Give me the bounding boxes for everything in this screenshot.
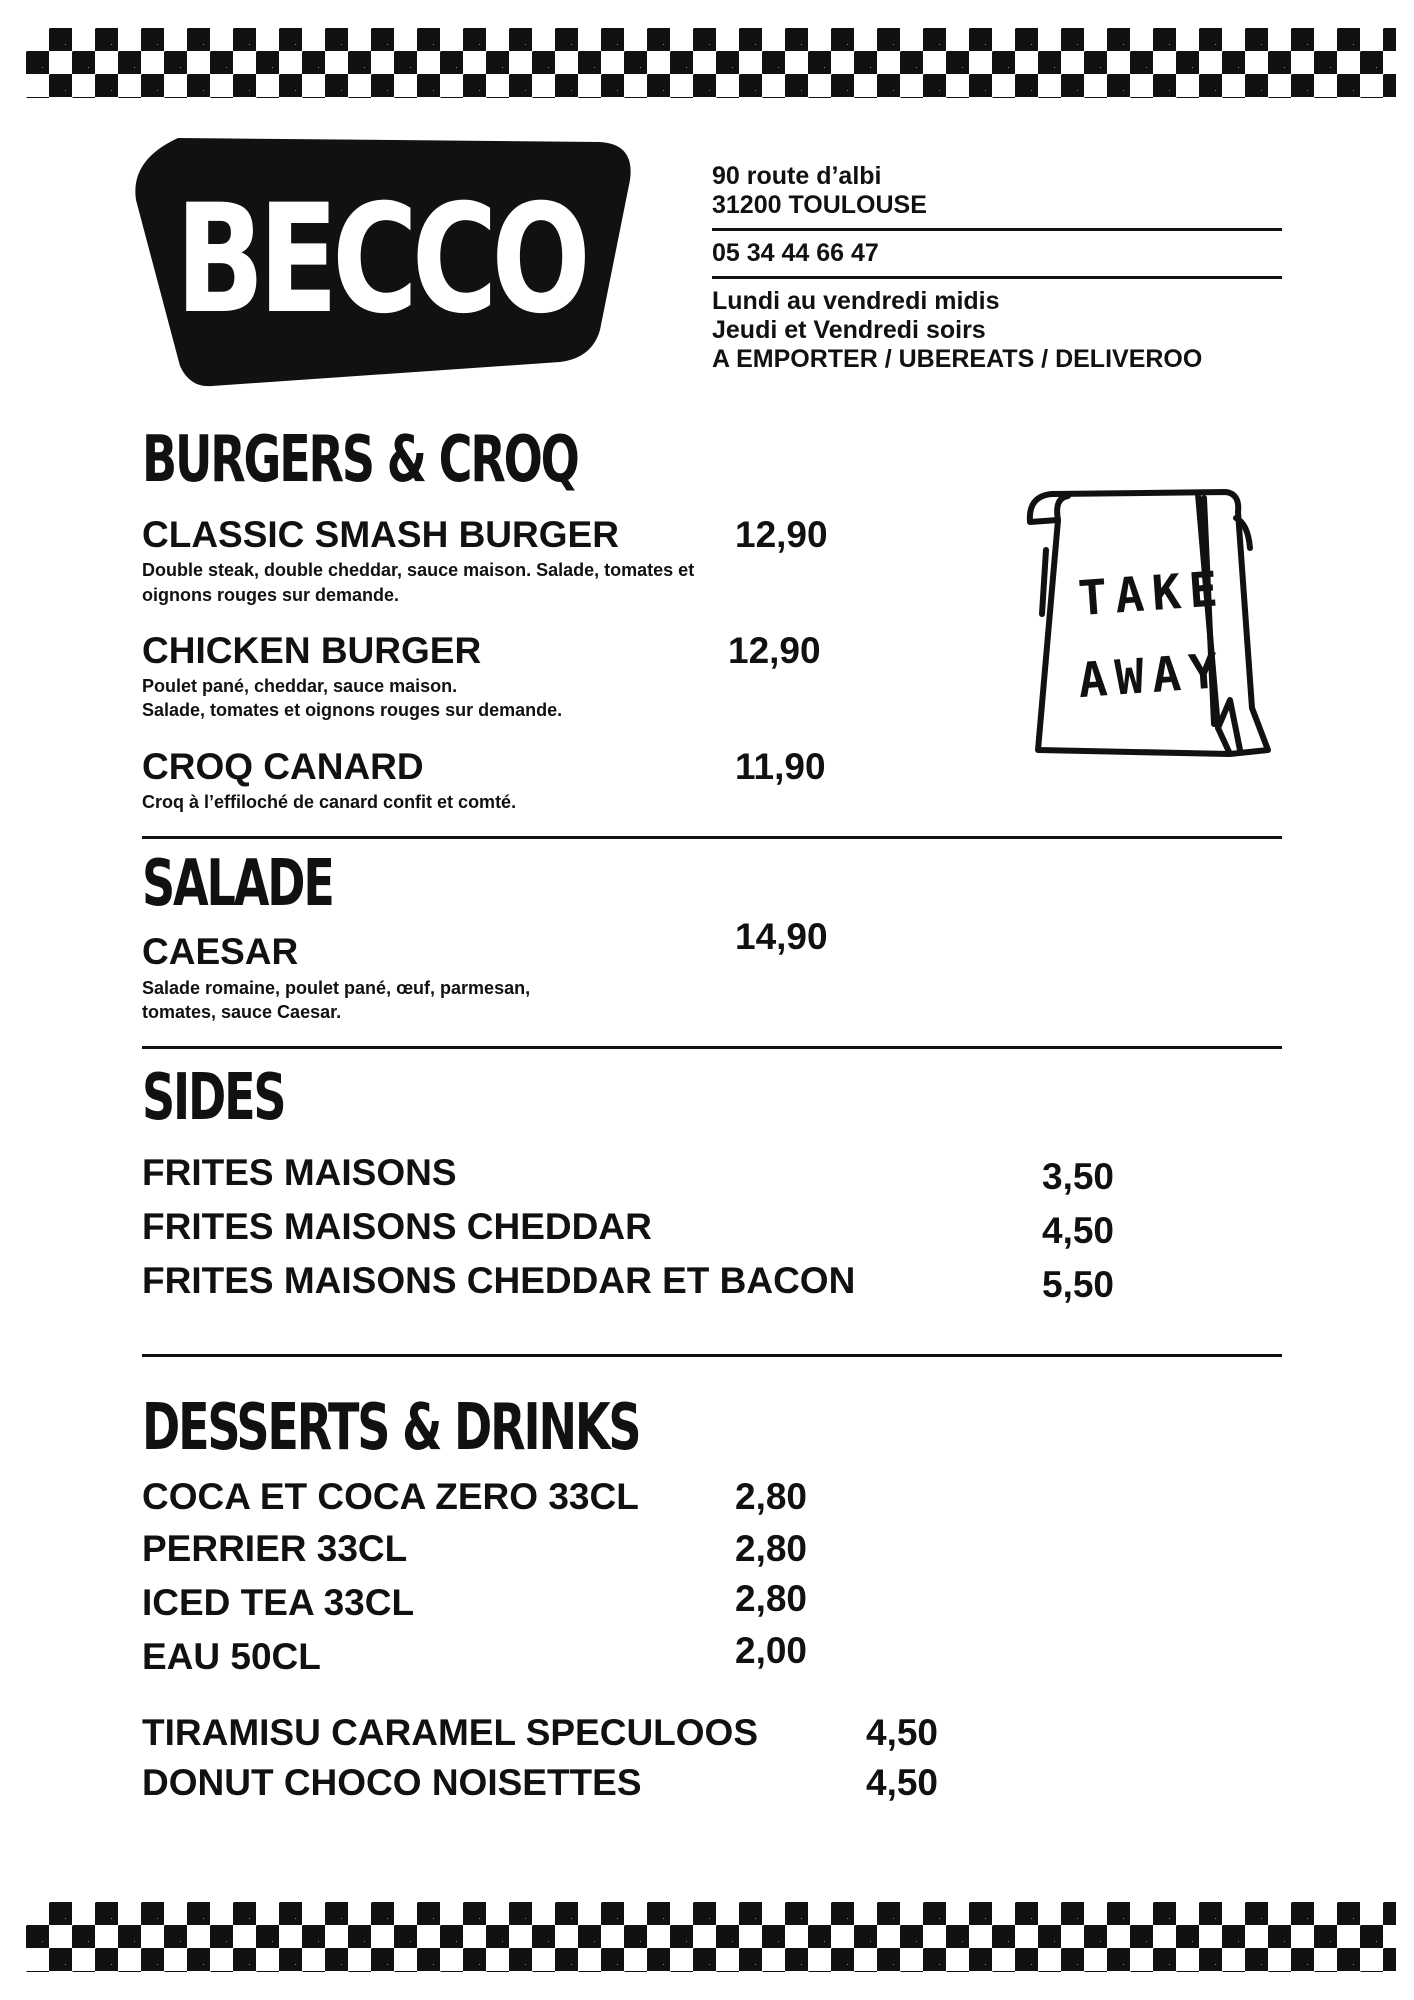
section-divider (142, 1046, 1282, 1049)
menu-item-name: CHICKEN BURGER (142, 630, 482, 671)
menu-item-price: 14,90 (735, 916, 828, 957)
section-title-burgers: BURGERS & CROQ (142, 423, 578, 497)
address-line-1: 90 route d’albi (712, 162, 882, 190)
menu-item-price: 4,50 (866, 1762, 939, 1803)
menu-item-price: 2,80 (735, 1528, 808, 1569)
logo-text: BECCO (175, 173, 585, 347)
hours-line-1: Lundi au vendredi midis (712, 287, 1000, 315)
menu-item-name: ICED TEA 33CL (142, 1582, 415, 1623)
menu-item-name: FRITES MAISONS (142, 1152, 457, 1193)
takeaway-bag-icon (1018, 488, 1282, 768)
menu-item-price: 3,50 (1042, 1156, 1115, 1197)
menu-item-name: DONUT CHOCO NOISETTES (142, 1762, 642, 1803)
section-title-sides: SIDES (142, 1061, 285, 1135)
menu-item-price: 2,80 (735, 1476, 808, 1517)
menu-item-description-line: Salade romaine, poulet pané, œuf, parmesan, (142, 978, 531, 998)
takeaway-label-line-2: AWAY (1076, 642, 1228, 710)
menu-item-name: EAU 50CL (142, 1636, 321, 1677)
menu-item-name: CLASSIC SMASH BURGER (142, 514, 619, 555)
menu-item-description: Croq à l’effiloché de canard confit et comté. (142, 792, 517, 812)
checkerboard-border-top (26, 28, 1396, 98)
hours-line-2: Jeudi et Vendredi soirs (712, 316, 986, 344)
checkerboard-border-bottom (26, 1902, 1396, 1972)
services-line: A EMPORTER / UBEREATS / DELIVEROO (712, 345, 1203, 373)
menu-item-name: FRITES MAISONS CHEDDAR (142, 1206, 652, 1247)
address-line-2: 31200 TOULOUSE (712, 191, 927, 219)
menu-item-price: 5,50 (1042, 1264, 1115, 1305)
menu-item-name: COCA ET COCA ZERO 33CL (142, 1476, 639, 1517)
menu-item-description: Double steak, double cheddar, sauce maison. Salade, tomates et oignons rouges sur demande. (142, 560, 695, 605)
menu-item-name: FRITES MAISONS CHEDDAR ET BACON (142, 1260, 856, 1301)
takeaway-label-line-1: TAKE (1076, 560, 1228, 628)
restaurant-info (712, 162, 1282, 374)
becco-logo (130, 130, 650, 390)
menu-item-price: 2,80 (735, 1578, 808, 1619)
info-divider (712, 276, 1282, 279)
section-title-desserts-drinks: DESSERTS & DRINKS (142, 1391, 640, 1465)
menu-item-price: 12,90 (735, 514, 828, 555)
menu-item-price: 11,90 (735, 746, 826, 787)
info-divider (712, 228, 1282, 231)
section-title-salade: SALADE (142, 847, 333, 921)
menu-item-name: TIRAMISU CARAMEL SPECULOOS (142, 1712, 759, 1753)
menu-item-price: 4,50 (1042, 1210, 1115, 1251)
menu-item-price: 4,50 (866, 1712, 939, 1753)
menu-item-description-line: Salade, tomates et oignons rouges sur demande. (142, 700, 563, 720)
phone-number[interactable]: 05 34 44 66 47 (712, 239, 879, 267)
menu-item-price: 12,90 (728, 630, 821, 671)
menu-item-name: PERRIER 33CL (142, 1528, 408, 1569)
section-divider (142, 836, 1282, 839)
menu-item-description-line: tomates, sauce Caesar. (142, 1002, 342, 1022)
section-divider (142, 1354, 1282, 1357)
menu-item-price: 2,00 (735, 1630, 808, 1671)
menu-item-name: CAESAR (142, 931, 299, 972)
menu-item-name: CROQ CANARD (142, 746, 424, 787)
menu-item-description-line: Poulet pané, cheddar, sauce maison. (142, 676, 458, 696)
